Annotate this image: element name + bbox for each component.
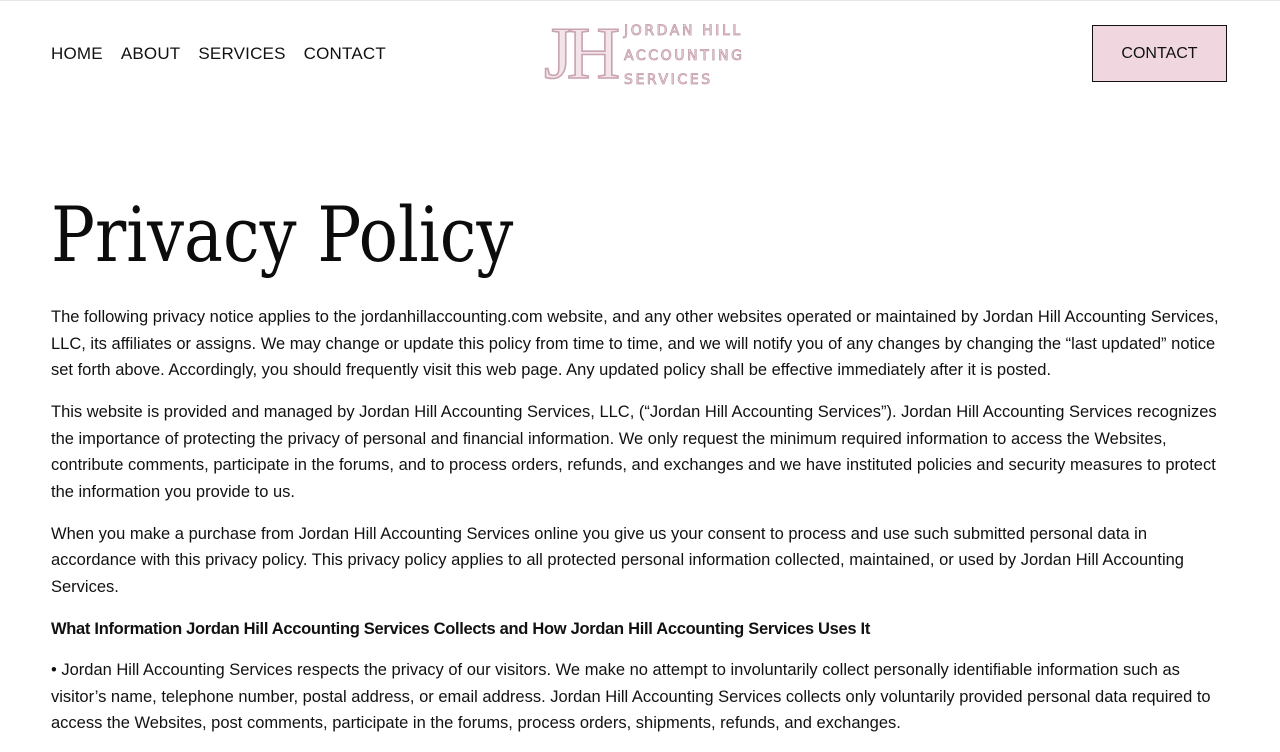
nav-services-link[interactable]: SERVICES [198,44,286,63]
header-contact-button[interactable]: CONTACT [1092,25,1227,82]
nav-about-link[interactable]: ABOUT [120,44,181,63]
section-heading: What Information Jordan Hill Accounting Services Collects and How Jordan Hill Accounting Services Uses It [51,619,871,638]
logo-line-2: ACCOUNTING [624,47,745,64]
nav-contact-link[interactable]: CONTACT [303,44,386,63]
logo-line-3: SERVICES [624,72,713,88]
page-title: Privacy Policy [51,190,514,279]
policy-paragraph: When you make a purchase from Jordan Hill Accounting Services online you give us your consent to process and use such submitted personal data in accordance with this privacy policy. This privacy policy applies to all protected personal information collected, maintained, or used by Jordan Hill Accounting Services. [51,524,1184,596]
nav-home-link[interactable]: HOME [51,44,103,63]
main-nav [51,44,386,64]
main-content [51,189,1221,752]
logo-line-1: JORDAN HILL [624,23,743,39]
site-logo[interactable] [544,13,745,95]
logo-monogram: JH [544,13,615,95]
policy-paragraph: This website is provided and managed by Jordan Hill Accounting Services, LLC, (“Jordan Hill Accounting Services”). Jordan Hill Accounting Services recognizes the importance of protecting the privacy of personal and financial information. We only request the minimum required information to access the Websites, contribute comments, participate in the forums, and to process orders, refunds, and exchanges and we have instituted policies and security measures to protect the information you provide to us. [51,403,1217,501]
policy-paragraph: The following privacy notice applies to the jordanhillaccounting.com website, and any other websites operated or maintained by Jordan Hill Accounting Services, LLC, its affiliates or assigns. We may change or update this policy from time to time, and we will notify you of any changes by changing the “last updated” notice set forth above. Accordingly, you should frequently visit this web page. Any updated policy shall be effective immediately after it is posted. [51,308,1219,379]
site-header [0,1,1280,109]
logo-wordmark [624,19,745,93]
policy-body [51,304,1221,737]
policy-bullet-paragraph: • Jordan Hill Accounting Services respects the privacy of our visitors. We make no attempt to involuntarily collect personally identifiable information such as visitor’s name, telephone number, postal address, or email address. Jordan Hill Accounting Services collects only voluntarily provided personal data required to access the Websites, post comments, participate in the forums, process orders, shipments, refunds, and exchanges. [51,661,1211,732]
